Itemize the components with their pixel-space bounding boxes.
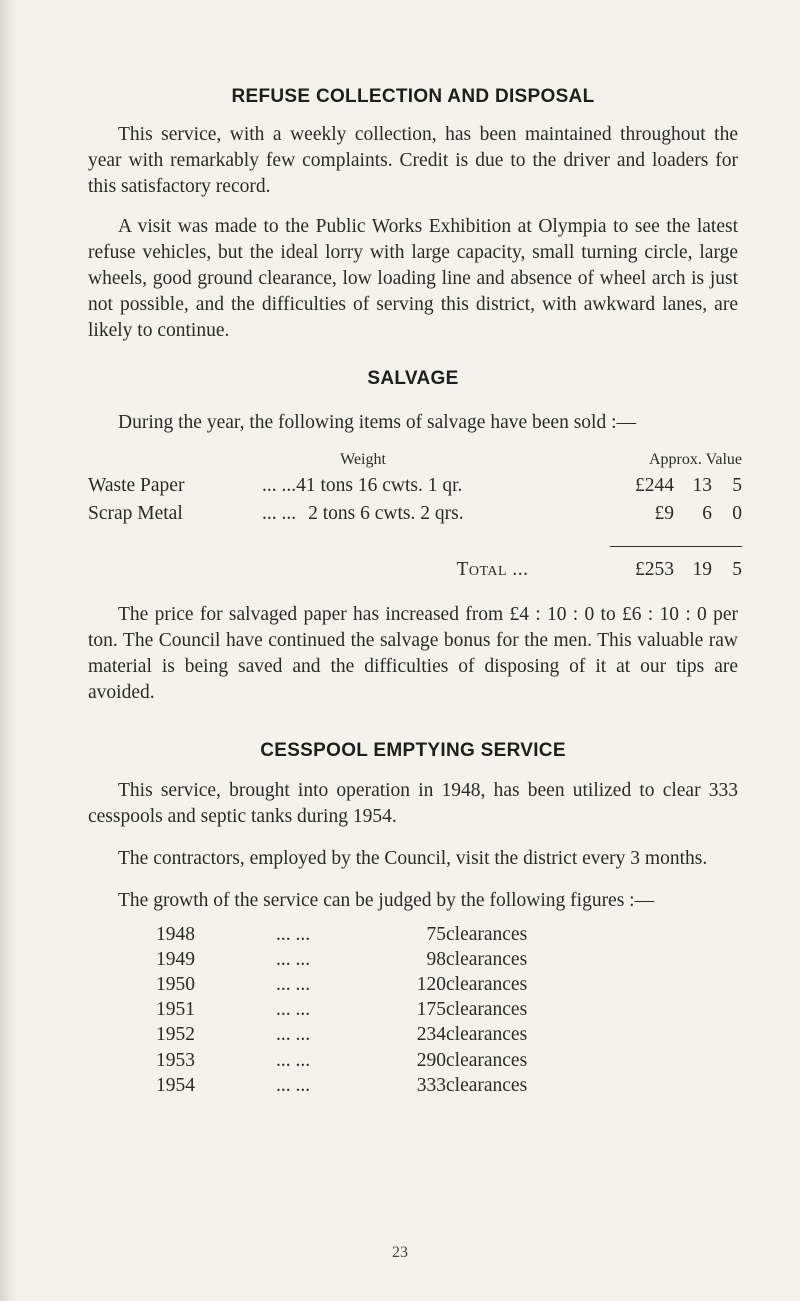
leader-dots: ... ...	[262, 475, 297, 496]
value-pounds: £244	[635, 475, 674, 496]
leader-dots: ... ...	[276, 1049, 311, 1071]
leader-dots: ... ...	[276, 1074, 311, 1096]
table-row	[156, 1073, 586, 1098]
unit-cell: clearances	[446, 1049, 528, 1071]
unit-cell: clearances	[446, 999, 528, 1021]
total-rule-row	[88, 528, 742, 556]
page-edge-shadow	[0, 0, 18, 1301]
year-cell: 1951	[156, 999, 195, 1021]
unit-cell: clearances	[446, 1024, 528, 1046]
salvage-paragraph: The price for salvaged paper has increased from £4 : 10 : 0 to £6 : 10 : 0 per ton. The Council have continued the salvage bonus for the men. This valuable raw material is being saved and the difficulties of disposing of it at our tips are avoided.	[88, 604, 738, 703]
year-cell: 1948	[156, 923, 195, 945]
table-row	[156, 1048, 586, 1073]
count-cell: 120	[416, 973, 446, 995]
total-pence: 5	[732, 559, 742, 580]
leader-dots: ... ...	[262, 503, 297, 524]
year-cell: 1952	[156, 1024, 195, 1046]
count-cell: 234	[416, 1024, 446, 1046]
cesspool-paragraph-2: The contractors, employed by the Council, visit the district every 3 months.	[118, 848, 708, 869]
count-cell: 98	[426, 948, 446, 970]
leader-dots: ... ...	[276, 999, 311, 1021]
count-cell: 333	[416, 1074, 446, 1096]
value-shillings: 13	[692, 475, 712, 496]
table-row	[156, 998, 586, 1023]
total-label: Total ...	[456, 559, 529, 580]
value-shillings: 6	[702, 503, 712, 524]
refuse-paragraph-1: This service, with a weekly collection, has been maintained throughout the year with remarkably few complaints. Credit is due to the driver and loaders for this satisfactory record.	[88, 124, 738, 197]
document-body	[88, 86, 742, 1098]
salvage-item-weight: 41 tons 16 cwts. 1 qr.	[296, 475, 463, 496]
refuse-paragraph-2: A visit was made to the Public Works Exhibition at Olympia to see the latest refuse vehicles, but the ideal lorry with large capacity, small turning circle, large wheels, good ground clearance, low loading line and absence of wheel arch is just not possible, and the difficulties of serving this district, with awkward lanes, are likely to continue.	[88, 216, 738, 341]
year-cell: 1953	[156, 1049, 195, 1071]
table-row	[156, 972, 586, 997]
unit-cell: clearances	[446, 923, 528, 945]
salvage-row-waste-paper	[88, 472, 742, 500]
salvage-item-name: Scrap Metal	[88, 503, 183, 524]
year-cell: 1954	[156, 1074, 195, 1096]
year-cell: 1950	[156, 973, 195, 995]
total-shillings: 19	[692, 559, 712, 580]
salvage-item-name: Waste Paper	[88, 475, 185, 496]
salvage-section-title: SALVAGE	[367, 368, 459, 389]
value-column-header: Approx. Value	[648, 451, 742, 468]
cesspool-section-title: CESSPOOL EMPTYING SERVICE	[260, 740, 566, 761]
count-cell: 175	[416, 999, 446, 1021]
count-cell: 75	[426, 923, 446, 945]
total-rule	[610, 546, 742, 547]
leader-dots: ... ...	[276, 948, 311, 970]
unit-cell: clearances	[446, 973, 528, 995]
weight-column-header: Weight	[340, 451, 386, 468]
clearances-table	[156, 922, 586, 1098]
value-pence: 5	[732, 475, 742, 496]
salvage-table	[88, 448, 742, 584]
salvage-item-weight: 2 tons 6 cwts. 2 qrs.	[308, 503, 464, 524]
leader-dots: ... ...	[276, 1024, 311, 1046]
salvage-row-scrap-metal	[88, 500, 742, 528]
cesspool-paragraph-3: The growth of the service can be judged by the following figures :—	[118, 890, 655, 911]
salvage-intro: During the year, the following items of salvage have been sold :—	[118, 412, 636, 433]
page-number: 23	[392, 1244, 408, 1261]
salvage-header-row	[88, 448, 742, 472]
salvage-total-row	[88, 556, 742, 584]
unit-cell: clearances	[446, 948, 528, 970]
value-pence: 0	[732, 503, 742, 524]
table-row	[156, 922, 586, 947]
total-pounds: £253	[635, 559, 674, 580]
table-row	[156, 1023, 586, 1048]
leader-dots: ... ...	[276, 973, 311, 995]
cesspool-paragraph-1: This service, brought into operation in 1948, has been utilized to clear 333 cesspools and septic tanks during 1954.	[88, 780, 738, 827]
year-cell: 1949	[156, 948, 195, 970]
table-row	[156, 947, 586, 972]
unit-cell: clearances	[446, 1074, 528, 1096]
refuse-section-title: REFUSE COLLECTION AND DISPOSAL	[231, 86, 595, 107]
value-pounds: £9	[654, 503, 674, 524]
count-cell: 290	[416, 1049, 446, 1071]
leader-dots: ... ...	[276, 923, 311, 945]
